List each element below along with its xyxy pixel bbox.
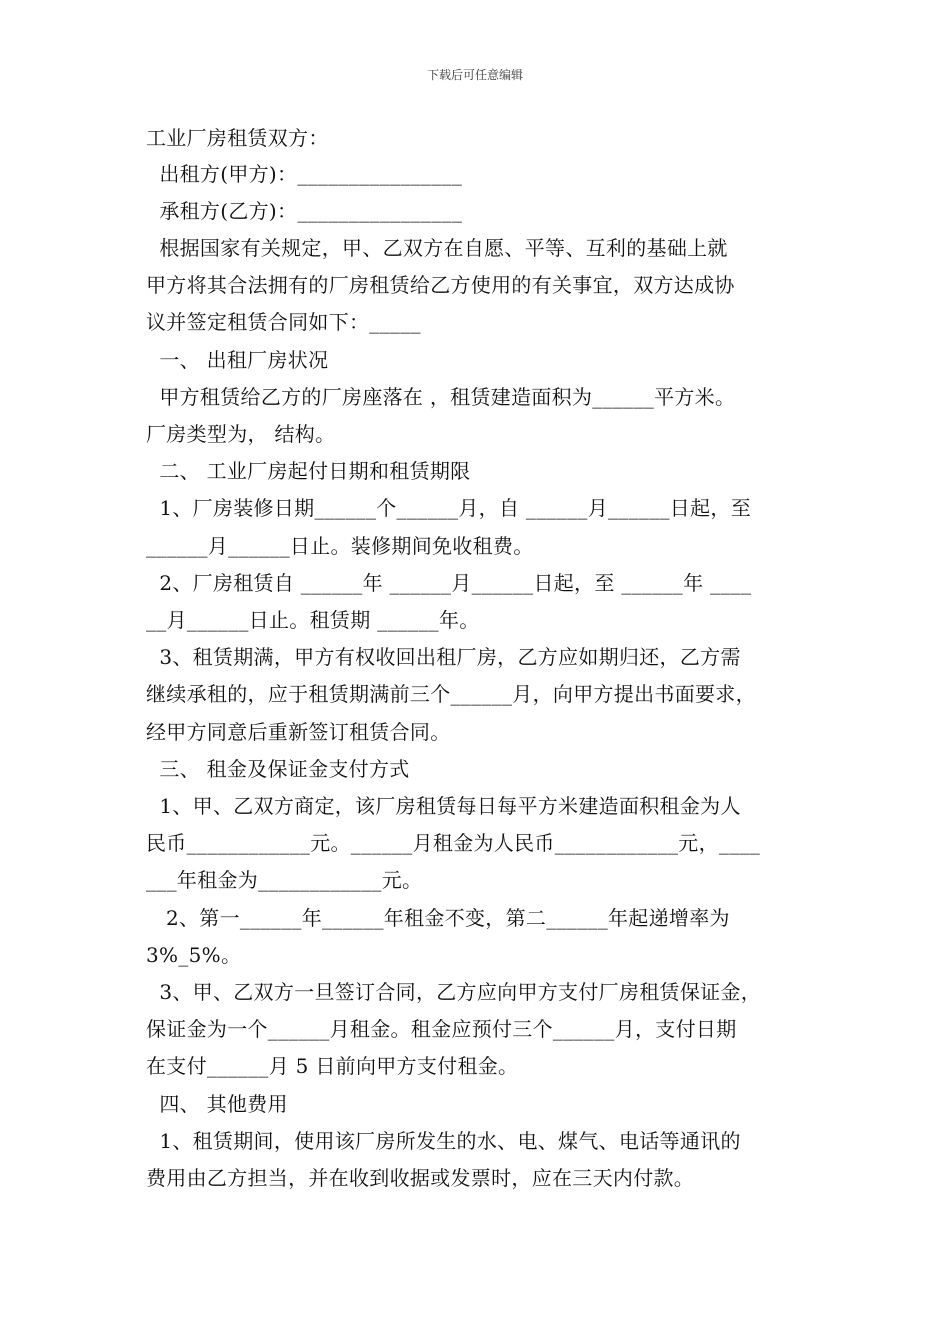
- text-line: 甲方租赁给乙方的厂房座落在 ，租赁建造面积为______平方米。: [146, 385, 736, 409]
- text-line: 厂房类型为， 结构。: [146, 422, 336, 446]
- page-header: 下载后可任意编辑: [426, 68, 523, 82]
- text-line: 2、第一______年______年租金不变，第二______年起递增率为: [146, 906, 730, 930]
- text-line: 费用由乙方担当，并在收到收据或发票时，应在三天内付款。: [146, 1166, 695, 1190]
- text-line: 工业厂房租赁双方：: [146, 126, 329, 150]
- text-line: 1、甲、乙双方商定，该厂房租赁每日每平方米建造面积租金为人: [146, 794, 741, 818]
- section-heading: 二、 工业厂房起付日期和租赁期限: [146, 459, 471, 483]
- section-heading: 三、 租金及保证金支付方式: [146, 757, 410, 781]
- text-line: 出租方(甲方)：________________: [146, 162, 463, 186]
- text-line: 承租方(乙方)：________________: [146, 199, 463, 223]
- text-line: 1、厂房装修日期______个______月，自 ______月______日起，至: [146, 496, 751, 520]
- text-line: 根据国家有关规定，甲、乙双方在自愿、平等、互利的基础上就: [146, 236, 728, 260]
- text-line: 继续承租的，应于租赁期满前三个______月，向甲方提出书面要求，: [146, 682, 756, 706]
- text-line: 经甲方同意后重新签订租赁合同。: [146, 720, 451, 744]
- text-line: 1、租赁期间，使用该厂房所发生的水、电、煤气、电话等通讯的: [146, 1129, 741, 1153]
- text-line: 民币____________元。______月租金为人民币____________元，____: [146, 831, 761, 855]
- text-line: 3、甲、乙双方一旦签订合同，乙方应向甲方支付厂房租赁保证金，: [146, 980, 762, 1004]
- section-heading: 四、 其他费用: [146, 1092, 288, 1116]
- text-line: 甲方将其合法拥有的厂房租赁给乙方使用的有关事宜，双方达成协: [146, 273, 735, 297]
- text-line: __月______日止。租赁期 ______年。: [146, 608, 480, 632]
- text-line: 3、租赁期满，甲方有权收回出租厂房，乙方应如期归还，乙方需: [146, 645, 741, 669]
- text-line: 议并签定租赁合同如下：_____: [146, 310, 421, 334]
- text-line: ______月______日止。装修期间免收租费。: [146, 534, 534, 558]
- text-line: 3%_5%。: [146, 943, 242, 967]
- text-line: 2、厂房租赁自 ______年 ______月______日起，至 ______年 ____: [146, 571, 752, 595]
- text-line: 保证金为一个______月租金。租金应预付三个______月，支付日期: [146, 1017, 737, 1041]
- section-heading: 一、 出租厂房状况: [146, 348, 329, 372]
- text-line: ___年租金为____________元。: [146, 868, 423, 892]
- text-line: 在支付______月 5 日前向甲方支付租金。: [146, 1054, 519, 1078]
